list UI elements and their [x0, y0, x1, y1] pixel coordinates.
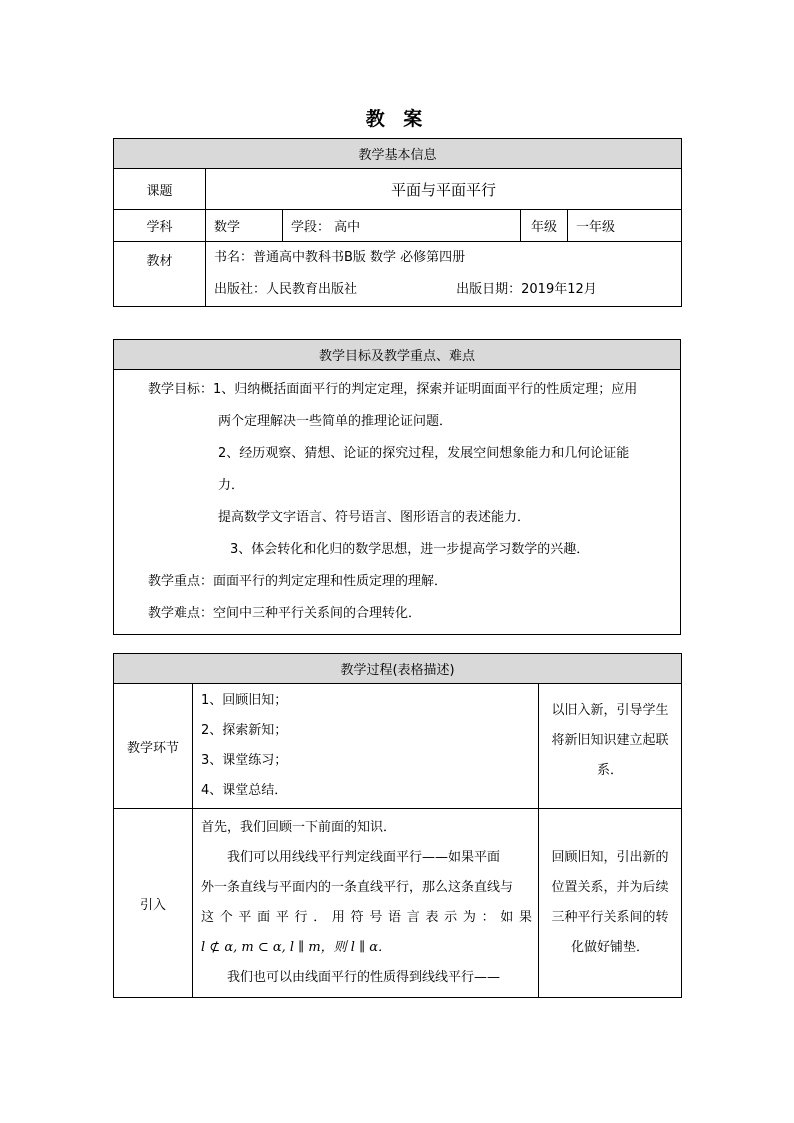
goal-1b: 两个定理解决一些简单的推理论证问题． [218, 414, 453, 429]
intro-line-3: 外一条直线与平面内的一条直线平行，那么这条直线与 [201, 880, 514, 895]
publisher-date-line [214, 274, 681, 306]
basic-info-table [113, 138, 682, 307]
process-header: 教学过程(表格描述) [114, 654, 682, 684]
stage-note-3: 系． [597, 763, 624, 778]
step-2: 2、探索新知； [201, 723, 288, 738]
topic-value: 平面与平面平行 [206, 169, 682, 210]
steps-cell [193, 684, 539, 809]
grade-value: 一年级 [568, 210, 682, 242]
intro-line-1: 首先，我们回顾一下前面的知识． [201, 820, 397, 835]
grade-label: 年级 [521, 210, 568, 242]
step-4: 4、课堂总结． [201, 783, 288, 798]
page-title: 教 案 [365, 108, 429, 130]
goal-1a-line [114, 374, 672, 406]
goals-header: 教学目标及教学重点、难点 [114, 340, 681, 370]
stage-note-1: 以旧入新，引导学生 [551, 703, 669, 718]
goal-1a: 1、归纳概括面面平行的判定定理，探索并证明面面平行的性质定理；应用 [213, 382, 638, 397]
basic-info-header: 教学基本信息 [114, 139, 682, 169]
goal-2c: 提高数学文字语言、符号语言、图形语言的表述能力． [218, 510, 531, 525]
stage-value: 高中 [334, 220, 361, 235]
key-line [114, 566, 672, 598]
goal-2b: 力． [218, 478, 245, 493]
goal-3: 3、体会转化和化归的数学思想，进一步提高学习数学的兴趣． [230, 542, 590, 557]
key-label: 教学重点： [148, 574, 214, 589]
publisher-line: 出版社：人民教育出版社 [214, 282, 358, 297]
intro-label: 引入 [114, 809, 193, 998]
stage-note-cell [539, 684, 682, 809]
subject-label: 学科 [114, 210, 206, 242]
book-line: 书名：普通高中教科书B版 数学 必修第四册 [214, 250, 466, 265]
date-line: 出版日期：2019年12月 [456, 282, 597, 297]
goal-label: 教学目标： [148, 382, 214, 397]
process-table [113, 653, 682, 998]
intro-formula: l ⊄ α, m ⊂ α, l ∥ m，则 l ∥ α． [201, 940, 391, 955]
intro-note-cell [539, 809, 682, 998]
intro-note-3: 三种平行关系间的转 [551, 910, 669, 925]
intro-cell [193, 809, 539, 998]
goals-table [113, 339, 681, 635]
stage-cell [283, 210, 521, 242]
key-value: 面面平行的判定定理和性质定理的理解． [213, 574, 448, 589]
intro-line-2: 我们可以用线线平行判定线面平行——如果平面 [227, 850, 501, 865]
stage-label: 学段： [291, 220, 331, 235]
goals-body [114, 370, 681, 635]
textbook-label: 教材 [114, 242, 206, 307]
difficulty-line [114, 598, 672, 630]
step-1: 1、回顾旧知； [201, 693, 288, 708]
step-3: 3、课堂练习； [201, 753, 288, 768]
textbook-cell [206, 242, 682, 307]
intro-note-2: 位置关系，并为后续 [551, 880, 669, 895]
intro-line-4: 这个平面平行．用符号语言表示为：如果 [201, 910, 532, 925]
difficulty-value: 空间中三种平行关系间的合理转化． [213, 606, 422, 621]
stage-note-2: 将新旧知识建立起联 [551, 733, 669, 748]
intro-note-4: 化做好铺垫． [571, 940, 650, 955]
subject-value: 数学 [206, 210, 283, 242]
intro-line-5: 我们也可以由线面平行的性质得到线线平行—— [227, 970, 501, 985]
intro-note-1: 回顾旧知，引出新的 [551, 850, 669, 865]
goal-2a: 2、经历观察、猜想、论证的探究过程，发展空间想象能力和几何论证能 [218, 446, 630, 461]
stage-label-cell: 教学环节 [114, 684, 193, 809]
difficulty-label: 教学难点： [148, 606, 214, 621]
topic-label: 课题 [114, 169, 206, 210]
